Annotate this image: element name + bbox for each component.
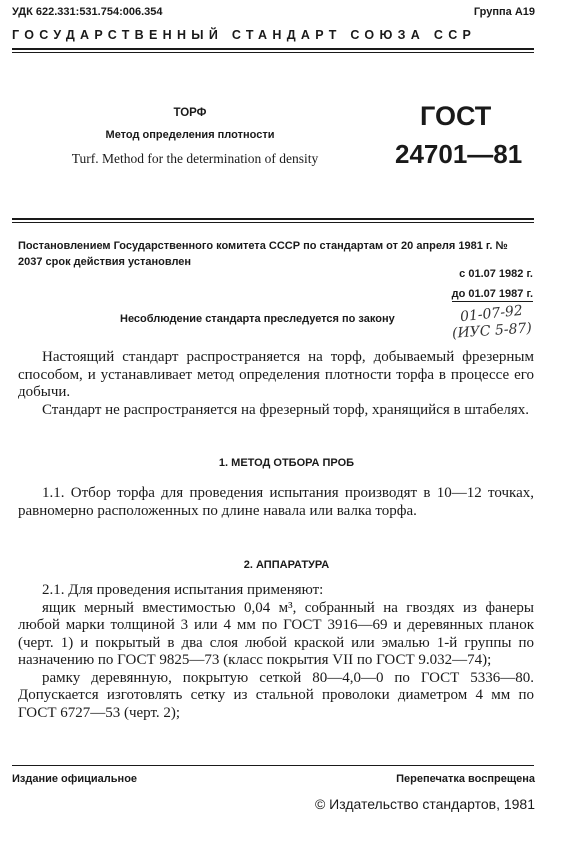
top-rule bbox=[12, 48, 534, 53]
item-measuring-box: ящик мерный вместимостью 0,04 м³, собранный на гвоздях из фанеры любой марки толщиной 3 или 4 мм по ГОСТ 3916—69 и деревянных планок (черт. 1) и покрытый в два слоя любой краской или эмалью 1-й группы по назначению по ГОСТ 9825—73 (класс покрытия VII по ГОСТ 9.032—74); bbox=[18, 599, 534, 668]
date-from: с 01.07 1982 г. bbox=[459, 268, 533, 280]
handwritten-ref: (ИУС 5-87) bbox=[451, 320, 533, 342]
decree-text: Постановлением Государственного комитета СССР по стандартам от 20 апреля 1981 г. № 2037 срок действия установлен bbox=[18, 240, 508, 268]
intro-text bbox=[18, 349, 534, 419]
udk-code: УДК 622.331:531.754:006.354 bbox=[12, 6, 163, 18]
section-2-heading: 2. АППАРАТУРА bbox=[243, 559, 330, 571]
intro-paragraph-2: Стандарт не распространяется на фрезерный торф, хранящийся в штабелях. bbox=[42, 401, 530, 418]
clause-1-1: 1.1. Отбор торфа для проведения испытания производят в 10—12 точках, равномерно расположенных по длине навала или валка торфа. bbox=[18, 485, 534, 519]
date-to: до 01.07 1987 г. bbox=[451, 288, 533, 300]
reprint-prohibited: Перепечатка воспрещена bbox=[396, 773, 535, 785]
intro-paragraph-1: Настоящий стандарт распространяется на торф, добываемый фрезерным способом, и устанавливает метод определения плотности торфа в процессе его добычи. bbox=[18, 349, 534, 400]
section-1-text bbox=[18, 485, 534, 520]
copyright: © Издательство стандартов, 1981 bbox=[314, 796, 535, 812]
title-en: Turf. Method for the determination of density bbox=[71, 151, 319, 166]
section-1-heading: 1. МЕТОД ОТБОРА ПРОБ bbox=[218, 457, 355, 469]
section-2-text bbox=[18, 582, 534, 722]
law-notice: Несоблюдение стандарта преследуется по закону bbox=[120, 313, 395, 325]
gost-label: ГОСТ bbox=[420, 101, 492, 131]
group-code: Группа А19 bbox=[473, 6, 535, 18]
gost-number: 24701—81 bbox=[395, 139, 523, 169]
standard-banner: ГОСУДАРСТВЕННЫЙ СТАНДАРТ СОЮЗА ССР bbox=[12, 28, 477, 42]
edition-official: Издание официальное bbox=[12, 773, 138, 785]
handwritten-date: 01-07-92 bbox=[459, 302, 524, 326]
title-ru: ТОРФ bbox=[173, 107, 207, 119]
footer-rule bbox=[12, 765, 534, 766]
subtitle-ru: Метод определения плотности bbox=[105, 129, 275, 141]
clause-2-1: 2.1. Для проведения испытания применяют: bbox=[42, 582, 324, 598]
title-rule bbox=[12, 218, 534, 223]
item-wooden-frame: рамку деревянную, покрытую сеткой 80—4,0—0 по ГОСТ 5336—80. Допускается изготовлять сетку из стальной проволоки диаметром 4 мм по ГОСТ 6727—53 (черт. 2); bbox=[18, 669, 534, 721]
